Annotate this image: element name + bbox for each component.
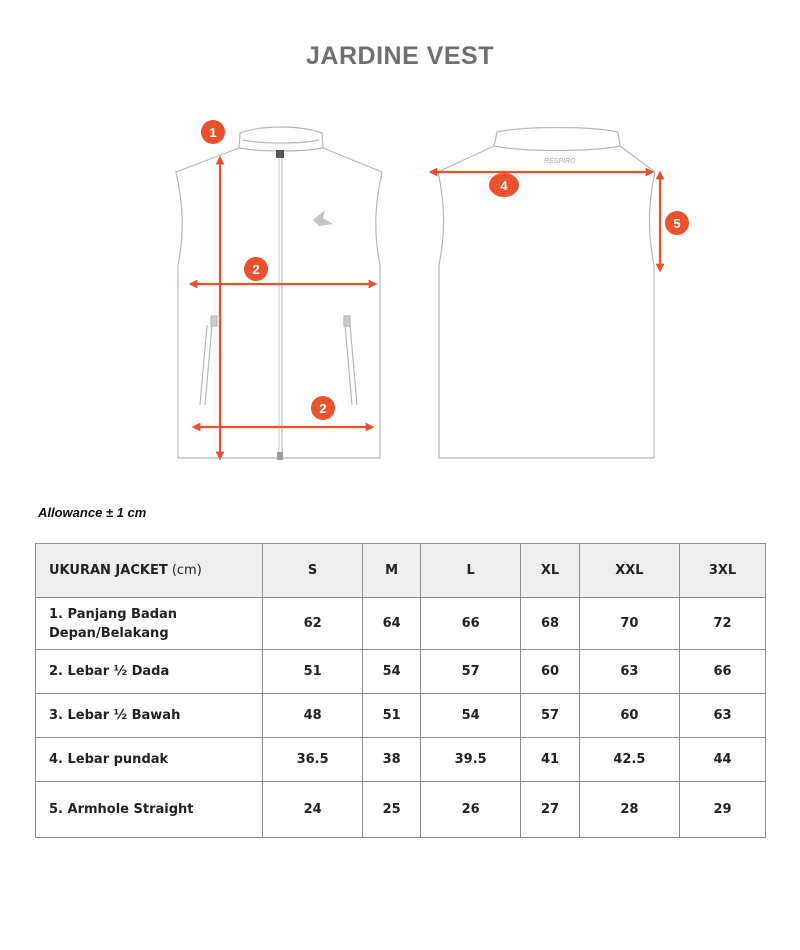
table-cell: 44 [680, 738, 766, 782]
marker-1 [201, 120, 225, 144]
size-header: S [263, 544, 363, 598]
table-cell: 54 [421, 694, 521, 738]
table-cell: 39.5 [421, 738, 521, 782]
table-cell: 36.5 [263, 738, 363, 782]
vest-back-outline [438, 128, 655, 459]
allowance-note: Allowance ± 1 cm [38, 505, 147, 520]
table-header-row [36, 544, 766, 598]
row-label: 2. Lebar ½ Dada [36, 650, 263, 694]
marker-5 [665, 211, 689, 235]
table-cell: 63 [579, 650, 679, 694]
table-row [36, 650, 766, 694]
table-cell: 57 [521, 694, 580, 738]
marker-2-chest [244, 257, 268, 281]
size-header: XXL [579, 544, 679, 598]
svg-text:4: 4 [500, 178, 508, 193]
table-row [36, 782, 766, 838]
table-cell: 42.5 [579, 738, 679, 782]
vest-front-outline [176, 127, 382, 460]
svg-text:2: 2 [319, 401, 327, 416]
table-cell: 68 [521, 598, 580, 650]
table-row [36, 738, 766, 782]
table-cell: 51 [363, 694, 421, 738]
row-label: 5. Armhole Straight [36, 782, 263, 838]
table-cell: 38 [363, 738, 421, 782]
table-cell: 66 [680, 650, 766, 694]
size-header: M [363, 544, 421, 598]
table-cell: 29 [680, 782, 766, 838]
table-cell: 54 [363, 650, 421, 694]
table-cell: 48 [263, 694, 363, 738]
brand-label: RESPIRO [544, 158, 576, 165]
table-cell: 70 [579, 598, 679, 650]
svg-text:1: 1 [209, 125, 217, 140]
vest-diagram [0, 100, 800, 480]
table-cell: 25 [363, 782, 421, 838]
size-header: XL [521, 544, 580, 598]
svg-text:5: 5 [673, 216, 681, 231]
table-cell: 72 [680, 598, 766, 650]
row-label [36, 598, 263, 650]
svg-text:2: 2 [252, 262, 260, 277]
table-cell: 24 [263, 782, 363, 838]
table-cell: 64 [363, 598, 421, 650]
marker-4 [489, 173, 519, 197]
table-cell: 51 [263, 650, 363, 694]
row-label-line: 1. Panjang Badan Depan/Belakang [49, 606, 178, 641]
row-label: 4. Lebar pundak [36, 738, 263, 782]
table-cell: 57 [421, 650, 521, 694]
table-cell: 28 [579, 782, 679, 838]
table-cell: 62 [263, 598, 363, 650]
table-cell: 60 [521, 650, 580, 694]
table-cell: 66 [421, 598, 521, 650]
table-cell: 60 [579, 694, 679, 738]
table-cell: 26 [421, 782, 521, 838]
size-header: 3XL [680, 544, 766, 598]
page-title: JARDINE VEST [306, 42, 494, 70]
table-cell: 41 [521, 738, 580, 782]
table-cell: 63 [680, 694, 766, 738]
table-cell: 27 [521, 782, 580, 838]
size-table [35, 543, 766, 838]
size-header: L [421, 544, 521, 598]
table-header-label: UKURAN JACKET (cm) [36, 544, 263, 598]
row-label: 3. Lebar ½ Bawah [36, 694, 263, 738]
table-row [36, 694, 766, 738]
table-row [36, 598, 766, 650]
marker-2-hem [311, 396, 335, 420]
